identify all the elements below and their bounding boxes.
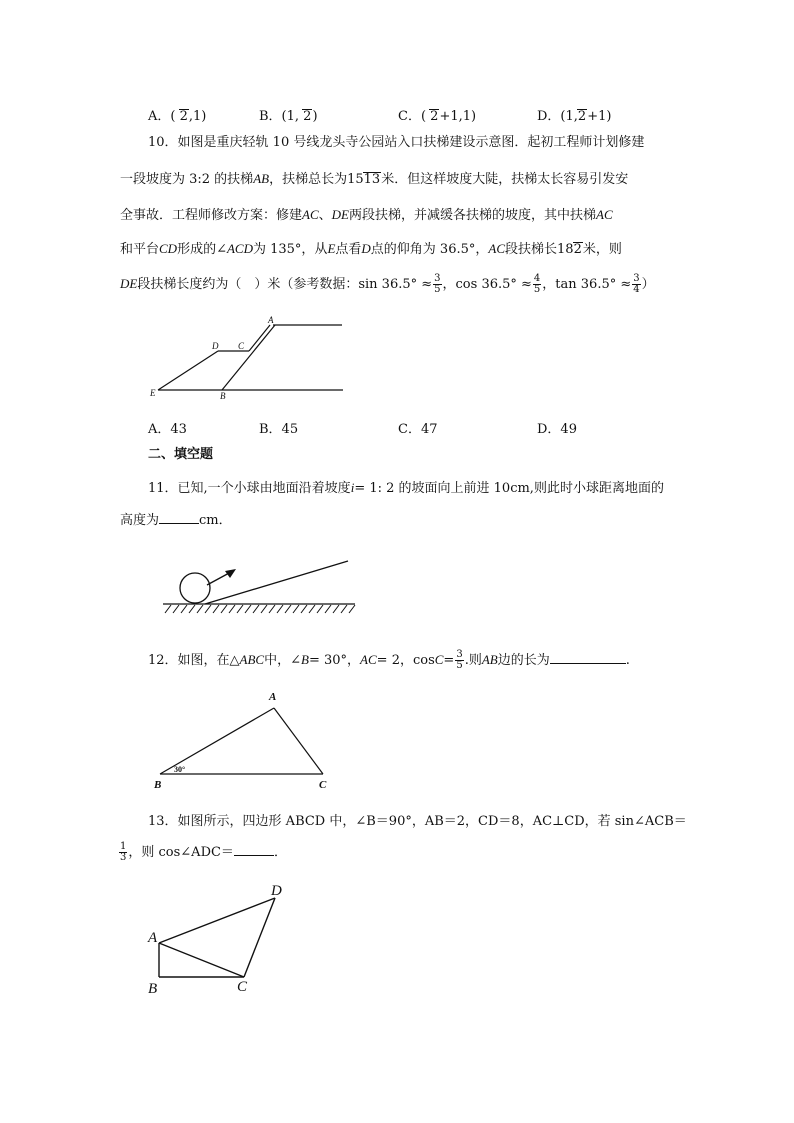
label-b: B (154, 779, 162, 791)
q12-answer-blank[interactable] (550, 652, 626, 664)
q11-ball-slope-figure (155, 555, 360, 615)
label-b: B (220, 391, 226, 401)
q10-option-b: B．45 (259, 422, 299, 437)
section-heading-fill-in: 二、填空题 (148, 447, 214, 462)
sin-fraction: $\frac{3}{5}$ (434, 272, 441, 295)
q9-option-d: D．(1,2+1) (537, 109, 612, 124)
cos-c-fraction: $\frac{3}{5}$ (456, 648, 463, 671)
label-d: D (271, 883, 282, 899)
q9-option-a: A．( 2,1) (148, 109, 207, 124)
q12-line: 12．如图，在△ABC中，∠B= 30°，AC= 2，cosC= $\frac{3}{5}$ .则AB边的长为 . (148, 648, 630, 671)
label-c: C (319, 779, 327, 791)
q10-option-a: A．43 (148, 422, 187, 437)
sin-acb-fraction: $\frac{1}{3}$ (120, 840, 127, 863)
q11-answer-blank[interactable] (159, 512, 199, 524)
q13-line-2: $\frac{1}{3}$ ，则 cos∠ADC＝ ． (120, 840, 287, 863)
q11-line-2: 高度为 cm． (120, 513, 232, 528)
direction-arrow-head (225, 569, 236, 578)
q10-line-2: 一段坡度为 3:2 的扶梯AB，扶梯总长为1513米．但这样坡度大陡，扶梯太长容易引发安 (120, 171, 629, 187)
q10-option-d: D．49 (537, 422, 577, 437)
q13-line-1: 13．如图所示，四边形 ABCD 中，∠B＝90°，AB＝2，CD＝8，AC⊥CD，若 sin∠ACB＝ (148, 814, 687, 829)
side-ad (159, 898, 275, 943)
side-cd (244, 898, 275, 977)
segment-ba (222, 325, 275, 390)
q9-option-b: B．(1, 2) (259, 109, 318, 124)
label-d: D (212, 341, 219, 351)
cos-fraction: $\frac{4}{5}$ (533, 272, 541, 295)
diagonal-ac (159, 943, 244, 977)
q13-answer-blank[interactable] (234, 844, 274, 856)
ball-circle (180, 573, 210, 603)
q13-quadrilateral-figure (140, 878, 300, 998)
q11-line-1: 11．已知,一个小球由地面沿着坡度i= 1: 2 的坡面向上前进 10cm,则此时小球距离地面的 (148, 480, 664, 496)
q9-option-c: C．( 2+1,1) (398, 109, 477, 124)
q12-triangle-figure (148, 686, 338, 794)
q10-line-4: 和平台CD形成的∠ACD为 135°，从E点看D点的仰角为 36.5°，AC段扶梯长182米，则 (120, 241, 622, 257)
side-ac (274, 708, 323, 774)
q10-line-5: DE段扶梯长度约为（ ）米（参考数据：sin 36.5° ≈ $\frac{3}{5}$ ，cos 36.5° ≈ $\frac{4}{5}$ ，tan 36.5° ≈ $\frac{3}{4}$ ） (120, 272, 655, 295)
angle-b-label: 30° (174, 765, 186, 774)
label-e: E (150, 388, 156, 398)
q10-line-1: 10．如图是重庆轻轨 10 号线龙头寺公园站入口扶梯建设示意图．起初工程师计划修建 (148, 135, 645, 150)
label-a: A (148, 930, 158, 946)
q10-line-3: 全事故．工程师修改方案：修建AC、DE两段扶梯，并减缓各扶梯的坡度，其中扶梯AC (120, 207, 613, 223)
label-a: A (268, 315, 274, 325)
tan-fraction: $\frac{3}{4}$ (633, 272, 640, 295)
label-c: C (237, 979, 248, 995)
label-b: B (148, 981, 158, 997)
label-a: A (269, 691, 277, 703)
segment-ca (249, 325, 270, 351)
segment-ed (158, 351, 218, 390)
slope-line (205, 561, 348, 604)
q10-escalator-figure (140, 310, 360, 405)
label-c: C (238, 341, 245, 351)
q10-option-c: C．47 (398, 422, 438, 437)
